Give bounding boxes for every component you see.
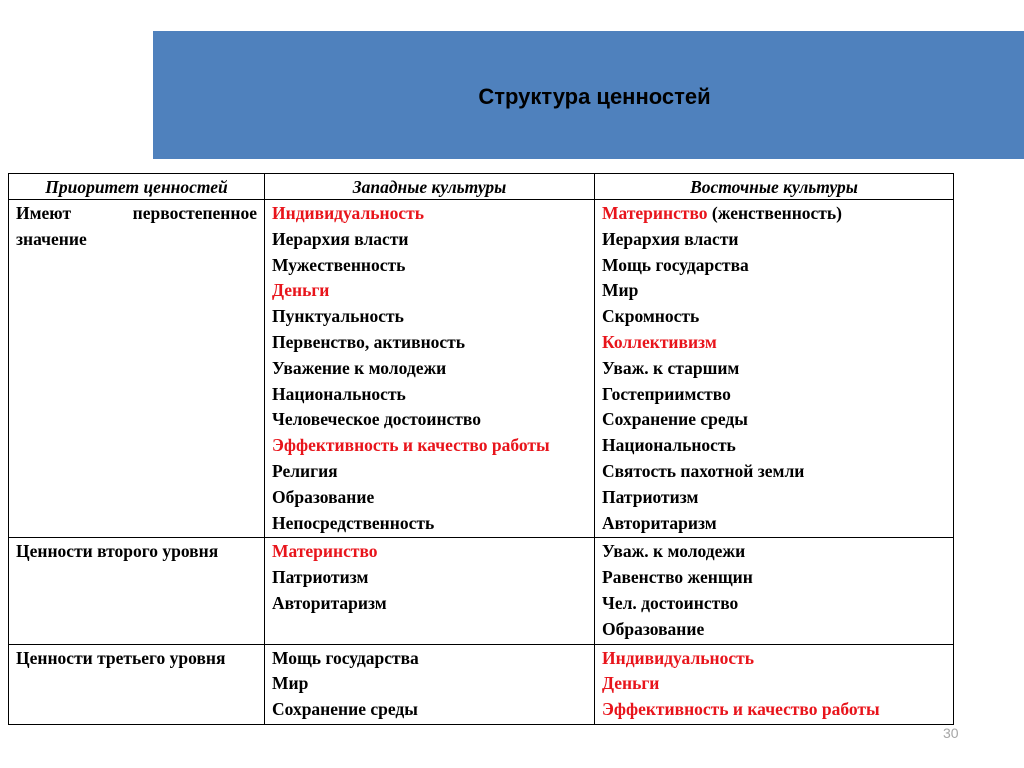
value-text: Мир — [272, 673, 309, 694]
value-text: Мир — [602, 280, 639, 301]
western-cell — [265, 644, 595, 724]
value-text: Гостеприимство — [602, 383, 731, 404]
header-priority: Приоритет ценностей — [9, 174, 265, 200]
value-text: Авторитаризм — [272, 592, 387, 613]
header-eastern: Восточные культуры — [595, 174, 954, 200]
priority-cell: Ценности второго уровня — [9, 538, 265, 644]
list-item — [602, 382, 946, 408]
list-item — [272, 697, 587, 723]
list-item — [602, 539, 946, 565]
list-item — [602, 253, 946, 279]
value-text: Первенство, активность — [272, 331, 466, 352]
highlighted-value: Коллективизм — [602, 331, 717, 352]
list-item — [602, 278, 946, 304]
value-text: Человеческое достоинство — [272, 409, 481, 430]
values-table — [8, 173, 954, 725]
eastern-cell — [595, 538, 954, 644]
list-item — [602, 407, 946, 433]
list-item — [602, 485, 946, 511]
list-item — [602, 304, 946, 330]
value-text: Пунктуальность — [272, 306, 404, 327]
slide-number: 30 — [943, 725, 959, 741]
value-text: Сохранение среды — [272, 699, 418, 720]
table-row — [9, 538, 954, 644]
value-text: Иерархия власти — [272, 228, 409, 249]
header-row — [9, 174, 954, 200]
value-text: Национальность — [602, 435, 736, 456]
eastern-cell — [595, 200, 954, 538]
list-item — [272, 201, 587, 227]
list-item — [602, 227, 946, 253]
list-item — [602, 511, 946, 537]
list-item — [602, 356, 946, 382]
value-text: Сохранение среды — [602, 409, 748, 430]
value-text: Патриотизм — [602, 486, 699, 507]
list-item — [602, 671, 946, 697]
highlighted-value: Материнство — [602, 203, 708, 223]
value-text: Чел. достоинство — [602, 592, 739, 613]
value-text: Святость пахотной земли — [602, 460, 805, 481]
list-item — [272, 539, 587, 565]
list-item — [272, 459, 587, 485]
value-text: Уваж. к старшим — [602, 357, 740, 378]
table-row — [9, 644, 954, 724]
list-item — [272, 646, 587, 672]
priority-cell: Ценности третьего уровня — [9, 644, 265, 724]
header-western: Западные культуры — [265, 174, 595, 200]
value-text: Мужественность — [272, 254, 406, 275]
table-row — [9, 200, 954, 538]
list-item — [602, 646, 946, 672]
slide-title: Структура ценностей — [478, 84, 711, 109]
value-suffix: (женственность) — [707, 203, 842, 223]
value-text: Мощь государства — [272, 647, 419, 668]
highlighted-value: Эффективность и качество работы — [272, 435, 550, 456]
list-item — [272, 382, 587, 408]
highlighted-value: Деньги — [272, 280, 330, 301]
highlighted-value: Индивидуальность — [602, 647, 754, 668]
list-item — [272, 433, 587, 459]
value-text: Иерархия власти — [602, 228, 739, 249]
value-text: Национальность — [272, 383, 406, 404]
list-item — [272, 278, 587, 304]
list-item — [272, 671, 587, 697]
value-text: Патриотизм — [272, 567, 369, 588]
list-item — [602, 565, 946, 591]
eastern-cell — [595, 644, 954, 724]
priority-cell: Имеют первостепенное значение — [9, 200, 265, 538]
list-item — [272, 304, 587, 330]
value-text: Равенство женщин — [602, 567, 753, 588]
highlighted-value: Индивидуальность — [272, 203, 424, 223]
list-item — [602, 433, 946, 459]
western-cell — [265, 200, 595, 538]
list-item — [272, 227, 587, 253]
list-item — [272, 253, 587, 279]
list-item — [272, 407, 587, 433]
value-text: Религия — [272, 460, 338, 481]
list-item — [602, 201, 946, 227]
value-text: Уважение к молодежи — [272, 357, 447, 378]
list-item — [602, 617, 946, 643]
list-item — [602, 591, 946, 617]
western-cell — [265, 538, 595, 644]
list-item — [272, 330, 587, 356]
list-item — [602, 697, 946, 723]
list-item — [272, 485, 587, 511]
value-text: Уваж. к молодежи — [602, 541, 746, 562]
value-text: Образование — [602, 618, 705, 639]
highlighted-value: Материнство — [272, 541, 378, 562]
list-item — [602, 459, 946, 485]
value-text: Мощь государства — [602, 254, 749, 275]
list-item — [602, 330, 946, 356]
value-text: Образование — [272, 486, 375, 507]
value-text: Авторитаризм — [602, 512, 717, 533]
title-band — [153, 31, 1024, 159]
list-item — [272, 591, 587, 617]
list-item — [272, 356, 587, 382]
value-text: Скромность — [602, 306, 700, 327]
highlighted-value: Эффективность и качество работы — [602, 699, 880, 720]
value-text: Непосредственность — [272, 512, 435, 533]
highlighted-value: Деньги — [602, 673, 660, 694]
list-item — [272, 565, 587, 591]
list-item — [272, 511, 587, 537]
